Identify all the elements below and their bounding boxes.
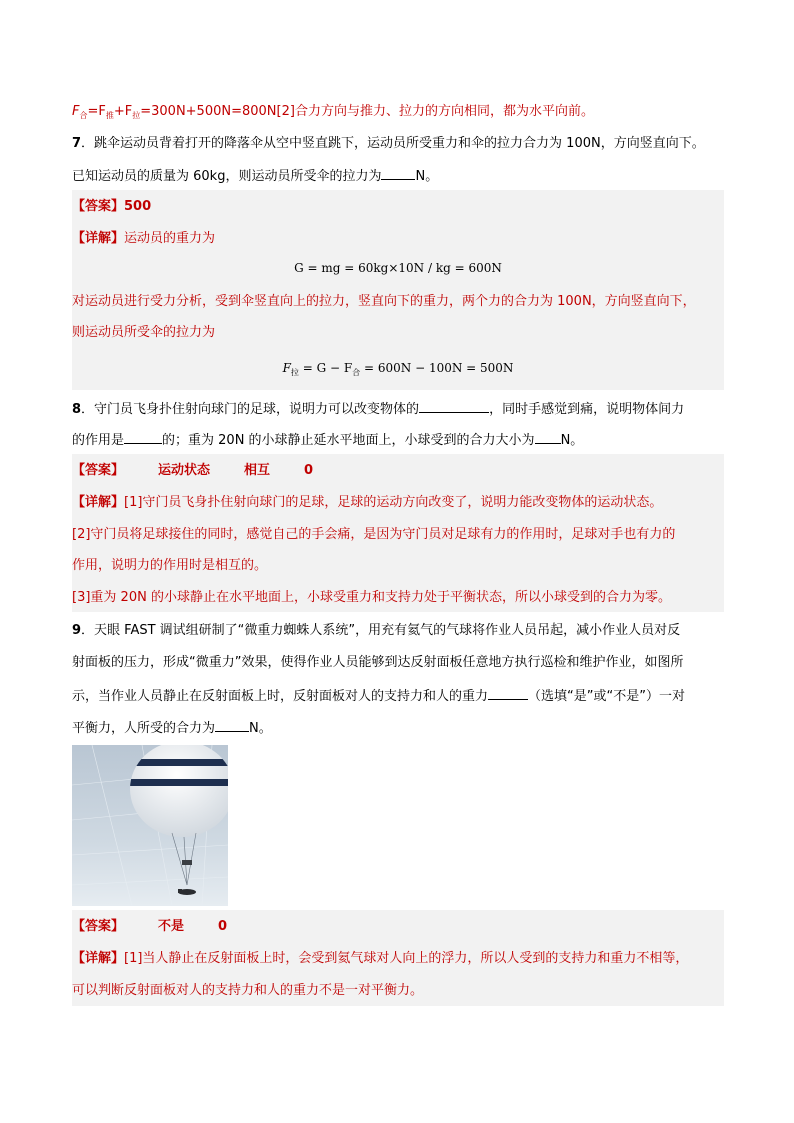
text: 已知运动员的质量为 60kg，则运动员所受伞的拉力为 <box>72 169 382 184</box>
balloon-photo <box>72 745 228 906</box>
subscript: 合 <box>79 111 88 120</box>
answer-value: 500 <box>124 199 152 214</box>
q8-detail-line1 <box>72 494 724 512</box>
q7-detail-line3: 则运动员所受伞的拉力为 <box>72 325 216 340</box>
text: N。 <box>415 169 439 184</box>
text: F <box>282 361 291 375</box>
subscript: 推 <box>105 111 114 120</box>
text: +F <box>113 104 133 119</box>
text: 运动员的重力为 <box>124 231 216 246</box>
text: 的作用是 <box>72 433 125 448</box>
q7-detail-line2: 对运动员进行受力分析，受到伞竖直向上的拉力，竖直向下的重力，两个力的合力为 100N，方向竖直向下， <box>72 294 696 309</box>
q8-detail-line4: [3]重为 20N 的小球静止在水平地面上，小球受重力和支持力处于平衡状态，所以小球受到的合力为零。 <box>72 590 671 605</box>
text: 示，当作业人员静止在反射面板上时，反射面板对人的支持力和人的重力 <box>72 689 489 704</box>
q9-answer <box>72 918 724 936</box>
force-symbol: F <box>72 104 80 119</box>
answer-tag: 【答案】 <box>72 199 125 214</box>
q9-detail-line2: 可以判断反射面板对人的支持力和人的重力不是一对平衡力。 <box>72 983 424 998</box>
detail-tag: 【详解】 <box>72 231 125 246</box>
q7-formula-gravity: G = mg = 60kg×10N / kg = 600N <box>294 261 502 275</box>
answer-blank <box>124 430 162 444</box>
q8-stem-line1 <box>72 399 724 419</box>
q9-stem-line2: 射面板的压力，形成“微重力”效果，使得作业人员能够到达反射面板任意地方执行巡检和维护作业，如图所 <box>72 655 684 670</box>
text: [1]守门员飞身扑住射向球门的足球，足球的运动方向改变了，说明力能改变物体的运动状态。 <box>124 495 663 510</box>
q9-stem-line4 <box>72 718 724 738</box>
q8-detail-line3: 作用，说明力的作用时是相互的。 <box>72 558 268 573</box>
answer-tag: 【答案】 <box>72 463 125 478</box>
answer-blank <box>535 430 561 444</box>
answer-tag: 【答案】 <box>72 919 125 934</box>
q7-detail-line1 <box>72 230 724 248</box>
answer-value: 0 <box>304 463 314 478</box>
q7-stem-line2 <box>72 166 724 186</box>
subscript: 拉 <box>132 111 141 120</box>
text: = G − F <box>298 361 353 375</box>
answer-blank <box>381 166 415 180</box>
q7-stem-line1 <box>72 135 724 153</box>
q7-answer <box>72 198 724 216</box>
text: ．天眼 FAST 调试组研制了“微重力蜘蛛人系统”，用充有氦气的气球将作业人员吊起，减小作业人员对反 <box>81 623 681 638</box>
subscript: 合 <box>352 368 361 377</box>
q9-stem-line1 <box>72 622 724 640</box>
text: N。 <box>249 721 272 736</box>
text: =F <box>87 104 106 119</box>
helium-balloon-illustration <box>72 745 228 906</box>
text: ．守门员飞身扑住射向球门的足球，说明力可以改变物体的 <box>81 402 420 417</box>
q9-stem-line3 <box>72 686 724 706</box>
text: ．跳伞运动员背着打开的降落伞从空中竖直跳下，运动员所受重力和伞的拉力合力为 100N，方向竖直向下。 <box>81 136 705 151</box>
q9-detail-line1 <box>72 950 724 968</box>
q8-answer <box>72 462 724 480</box>
answer-blank <box>419 399 489 413</box>
text: = 600N − 100N = 500N <box>360 361 514 375</box>
detail-tag: 【详解】 <box>72 495 125 510</box>
q7-formula-tension <box>72 360 724 381</box>
question-number: 7 <box>72 136 82 151</box>
answer-blank <box>215 718 249 732</box>
text: ，同时手感觉到痛，说明物体间力 <box>489 402 685 417</box>
text: 的；重为 20N 的小球静止延水平地面上，小球受到的合力大小为 <box>162 433 535 448</box>
text: 平衡力，人所受的合力为 <box>72 721 216 736</box>
subscript: 拉 <box>290 368 299 377</box>
answer-value: 0 <box>218 919 228 934</box>
q8-stem-line2 <box>72 430 724 450</box>
q8-detail-line2: [2]守门员将足球接住的同时，感觉自己的手会痛，是因为守门员对足球有力的作用时，足球对手也有力的 <box>72 527 676 542</box>
text: （选填“是”或“不是”）一对 <box>528 689 685 704</box>
question-number: 9 <box>72 623 82 638</box>
question-number: 8 <box>72 402 82 417</box>
answer-value: 不是 <box>158 919 185 934</box>
text: [1]当人静止在反射面板上时，会受到氦气球对人向上的浮力，所以人受到的支持力和重力不相等， <box>124 951 689 966</box>
answer-value: 相互 <box>244 463 271 478</box>
answer-blank <box>488 686 528 700</box>
answer-value: 运动状态 <box>158 463 211 478</box>
detail-tag: 【详解】 <box>72 951 125 966</box>
text: =300N+500N=800N[2]合力方向与推力、拉力的方向相同，都为水平向前。 <box>140 104 594 119</box>
text: N。 <box>560 433 584 448</box>
q6-detail-continuation <box>72 103 724 125</box>
